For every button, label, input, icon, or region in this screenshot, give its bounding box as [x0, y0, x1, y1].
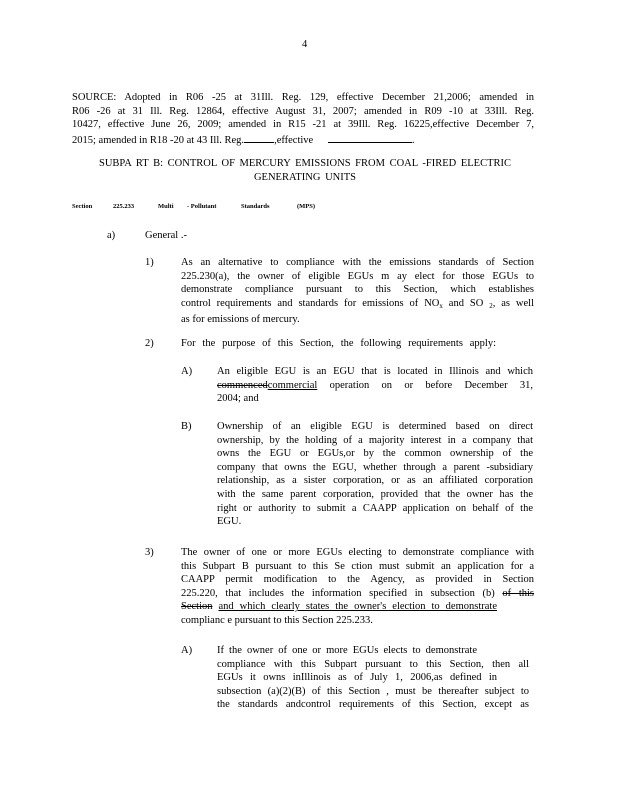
subscript: x [439, 301, 443, 310]
item-body [181, 256, 534, 327]
body-line: ownership, by the holding of a majority interest in a company that [217, 434, 533, 446]
source-line: SOURCE: Adopted in R06 -25 at 31Ill. Reg. 129, effective December 21,2006; amended in [72, 92, 534, 103]
subpart-title-line: GENERATING UNITS [253, 171, 357, 183]
body-line [217, 379, 533, 393]
body-text: control requirements and standards for emissions of NO [181, 297, 440, 309]
inserted-text: commercial [267, 379, 318, 391]
item-body [217, 420, 533, 529]
item-body [217, 644, 529, 712]
body-line [181, 600, 497, 614]
struck-text: Section [181, 601, 213, 613]
body-line: If the owner of one or more EGUs elects to demonstrate [217, 645, 477, 656]
section-number: 225.233 [113, 203, 135, 210]
body-line [181, 297, 534, 314]
body-line: 2004; and [217, 393, 259, 405]
item-marker: B) [181, 421, 192, 432]
body-line: Ownership of an eligible EGU is determined based on direct [217, 421, 533, 432]
source-text: 2015; amended in R18 -20 at 43 Ill. Reg. [72, 134, 245, 146]
page-number: 4 [302, 39, 308, 50]
body-text: and SO [448, 297, 484, 309]
item-marker: 2) [145, 338, 154, 349]
body-line: As an alternative to compliance with the emissions standards of Section [181, 257, 534, 268]
section-title-word: - Pollutant [187, 203, 217, 210]
body-line: with the same parent corporation, provided that the owner has the [217, 488, 533, 500]
source-line: 10427, effective June 26, 2009; amended in R15 -21 at 39Ill. Reg. 16225,effective December 7, [72, 119, 534, 131]
register-page-blank [244, 132, 274, 143]
inserted-text: and which clearly states the owner's election to demonstrate [218, 601, 498, 613]
item-body [181, 337, 496, 351]
body-line: complianc e pursuant to this Section 225.233. [181, 614, 373, 626]
item-body [181, 546, 534, 628]
source-line-last [72, 132, 534, 148]
body-line: as for emissions of mercury. [181, 314, 300, 326]
subscript: 2 [489, 301, 493, 310]
section-title-word: Standards [241, 203, 270, 210]
body-line: compliance with this Subpart pursuant to this Section, then all [217, 658, 529, 670]
source-text: ,effective [274, 134, 314, 146]
body-line: owns the EGU or EGUs,or by the common ownership of the [217, 448, 533, 460]
body-line: For the purpose of this Section, the following requirements apply: [181, 338, 496, 349]
item-marker: A) [181, 645, 193, 656]
struck-text: commenced [217, 379, 268, 391]
body-line: CAAPP permit modification to the Agency, as provided in Section [181, 574, 534, 586]
body-line: demonstrate compliance pursuant to this Section, which establishes [181, 284, 534, 296]
body-line: An eligible EGU is an EGU that is located in Illinois and which [217, 366, 533, 377]
subpart-heading [72, 157, 538, 184]
body-line: company that owns the EGU, whether through a parent -subsidiary [217, 461, 533, 473]
body-text: operation on or before December 31, [329, 379, 534, 391]
source-line: R06 -26 at 31 Ill. Reg. 12864, effective August 31, 2007; amended in R09 -10 at 33Ill. Reg. [72, 105, 534, 117]
body-line: relationship, as a sister corporation, or as an affiliated corporation [217, 475, 533, 487]
struck-text: of this [502, 587, 534, 599]
subpart-title-line: SUBPA RT B: CONTROL OF MERCURY EMISSIONS FROM COAL -FIRED ELECTRIC [98, 158, 512, 169]
item-body [217, 365, 533, 406]
body-line: right or authority to submit a CAAPP application on behalf of the [217, 502, 533, 514]
item-marker: 3) [145, 547, 154, 558]
source-note [72, 91, 534, 147]
subsection-title: General .- [145, 230, 187, 241]
effective-date-blank [328, 132, 412, 143]
body-line: The owner of one or more EGUs electing to demonstrate compliance with [181, 547, 534, 558]
body-line [181, 587, 534, 601]
body-text: , as well [492, 297, 535, 309]
source-text: . [411, 134, 415, 146]
body-text: 225.220, that includes the information specified in subsection (b) [181, 587, 495, 599]
item-marker: 1) [145, 257, 154, 268]
subsection-marker: a) [107, 230, 116, 241]
body-line: EGU. [217, 516, 242, 528]
body-line: this Subpart B pursuant to this Se ction must submit an application for a [181, 560, 534, 572]
body-line: EGUs it owns inIllinois as of July 1, 2006,as defined in [217, 672, 497, 684]
section-title-word: (MPS) [297, 203, 316, 210]
section-title-word: Multi [158, 203, 174, 210]
body-line: the standards andcontrol requirements of this Section, except as [217, 699, 529, 711]
body-line: 225.230(a), the owner of eligible EGUs m ay elect for those EGUs to [181, 270, 534, 282]
section-label: Section [72, 203, 93, 210]
body-line: subsection (a)(2)(B) of this Section , must be thereafter subject to [217, 685, 529, 697]
item-marker: A) [181, 366, 193, 377]
